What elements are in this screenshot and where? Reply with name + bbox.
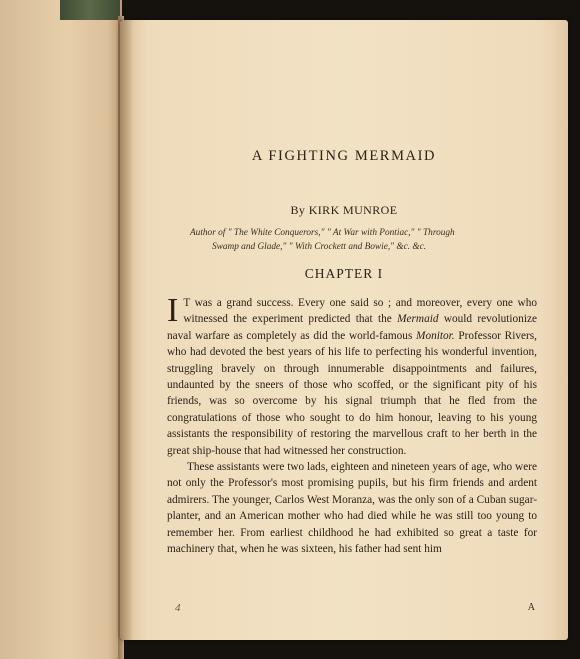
paragraph-1-text-b: would revolutionize naval warfare as completely as did the world-famous [167,313,537,342]
paragraph-1 [167,292,537,459]
page-footer [175,602,535,618]
ship-name: Mermaid [397,313,439,326]
right-page [120,20,568,640]
pencil-mark: 4 [175,602,181,614]
chapter-body [167,292,537,558]
author-byline: By KIRK MUNROE [290,203,398,217]
paragraph-1-text-a: T was a grand success. Every one said so ; and moreover, every one who witnessed the experiment predicted that the [183,297,537,326]
monitor-name: Monitor. [416,329,455,342]
paragraph-1-text-c: Professor Rivers, who had devoted the best years of his life to perfecting his wonderful invention, struggling bravely on through innumerable disappointments and failures, undaunted by the sneers of those who scoffed, or the significant pity of his friends, was so overcome by his signal triumph that he fled from the congratulations of those who sought to do him honour, leaving to his young assistants the responsibility of restoring the marvellous craft to her berth in the great ship-house that had witnessed her construction. [167,329,537,457]
left-page [0,0,122,659]
author-attribution [190,226,480,254]
gutter-shadow [120,20,134,640]
book-spine [60,0,120,20]
signature-mark: A [527,602,535,613]
book-title: A FIGHTING MERMAID [251,148,437,164]
attribution-line-1: Author of " The White Conquerors," " At War with Pontiac," " Through [190,228,455,238]
attribution-line-2: Swamp and Glade," " With Crockett and Bowie," &c. &c. [212,242,427,252]
paragraph-2: These assistants were two lads, eighteen and nineteen years of age, who were not only the Professor's most promising pupils, but his firm friends and ardent admirers. The younger, Carlos West Moranza, was the only son of a Cuban sugar-planter, and an American mother who had died while he was still too young to remember her. From earliest childhood he had exhibited so great a taste for machinery that, when he was sixteen, his father had sent him [167,461,537,556]
drop-cap: I [167,292,179,329]
chapter-heading: CHAPTER I [304,266,384,281]
